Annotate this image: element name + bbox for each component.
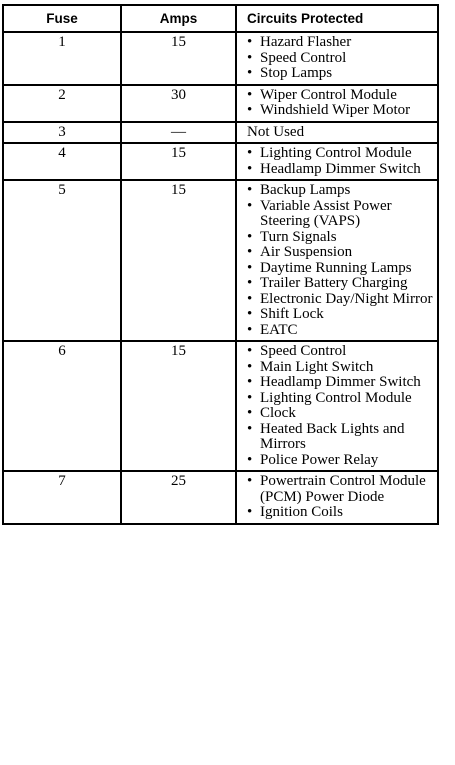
- bullet-icon: •: [247, 321, 253, 338]
- circuit-label: Speed Control: [260, 343, 347, 359]
- fuse-table-body: [3, 32, 438, 524]
- list-item: [247, 391, 437, 407]
- fuse-number: 5: [3, 180, 121, 341]
- bullet-icon: •: [247, 65, 253, 81]
- circuits-protected-cell: [236, 85, 438, 122]
- bullet-icon: •: [247, 389, 253, 406]
- circuit-label: Daytime Running Lamps: [260, 259, 412, 276]
- circuit-label: Air Suspension: [260, 244, 353, 260]
- circuit-list: [247, 88, 437, 119]
- list-item: [247, 103, 437, 119]
- circuit-list: [247, 183, 437, 338]
- circuit-label: Clock: [260, 405, 296, 421]
- circuit-note: Not Used: [247, 123, 305, 140]
- list-item: [247, 199, 437, 230]
- table-row: [3, 85, 438, 122]
- circuits-protected-cell: [236, 341, 438, 471]
- list-item: [247, 245, 437, 261]
- list-item: [247, 66, 437, 82]
- bullet-icon: •: [247, 405, 253, 421]
- header-circuits-protected: Circuits Protected: [236, 5, 438, 32]
- circuit-label: Powertrain Control Module (PCM) Power Diode: [260, 473, 426, 505]
- bullet-icon: •: [247, 49, 253, 66]
- bullet-icon: •: [247, 197, 253, 214]
- list-item: [247, 360, 437, 376]
- fuse-number: 2: [3, 85, 121, 122]
- list-item: [247, 453, 437, 469]
- list-item: [247, 292, 437, 308]
- circuit-label: Backup Lamps: [260, 182, 351, 198]
- circuit-label: Windshield Wiper Motor: [260, 102, 411, 118]
- bullet-icon: •: [247, 504, 253, 520]
- bullet-icon: •: [247, 182, 253, 198]
- list-item: [247, 261, 437, 277]
- fuse-number: 1: [3, 32, 121, 85]
- bullet-icon: •: [247, 259, 253, 276]
- fuse-amps: 15: [121, 143, 236, 180]
- circuits-protected-cell: [236, 143, 438, 180]
- circuit-list: [247, 474, 437, 521]
- list-item: [247, 505, 437, 521]
- circuits-protected-cell: [236, 471, 438, 524]
- bullet-icon: •: [247, 160, 253, 177]
- circuit-label: Shift Lock: [260, 306, 324, 322]
- circuit-label: Headlamp Dimmer Switch: [260, 160, 421, 177]
- bullet-icon: •: [247, 86, 253, 103]
- bullet-icon: •: [247, 275, 253, 291]
- circuit-label: Variable Assist Power Steering (VAPS): [260, 197, 392, 229]
- bullet-icon: •: [247, 290, 253, 307]
- circuit-label: Hazard Flasher: [260, 34, 352, 50]
- circuit-label: Electronic Day/Night Mirror: [260, 290, 433, 307]
- list-item: [247, 146, 437, 162]
- list-item: [247, 344, 437, 360]
- header-row: [3, 5, 438, 32]
- circuits-protected-cell: [236, 180, 438, 341]
- circuit-label: Lighting Control Module: [260, 389, 412, 406]
- bullet-icon: •: [247, 451, 253, 468]
- table-row: [3, 143, 438, 180]
- bullet-icon: •: [247, 306, 253, 322]
- fuse-amps: 25: [121, 471, 236, 524]
- circuit-list: [247, 35, 437, 82]
- fuse-table: [2, 4, 439, 525]
- circuit-list: [247, 146, 437, 177]
- fuse-amps: 15: [121, 180, 236, 341]
- fuse-number: 7: [3, 471, 121, 524]
- fuse-number: 4: [3, 143, 121, 180]
- header-fuse: Fuse: [3, 5, 121, 32]
- bullet-icon: •: [247, 473, 253, 489]
- list-item: [247, 35, 437, 51]
- circuit-label: Ignition Coils: [260, 504, 343, 520]
- list-item: [247, 375, 437, 391]
- list-item: [247, 88, 437, 104]
- circuit-label: Trailer Battery Charging: [260, 275, 408, 291]
- list-item: [247, 406, 437, 422]
- list-item: [247, 422, 437, 453]
- bullet-icon: •: [247, 34, 253, 50]
- circuit-label: Wiper Control Module: [260, 86, 397, 103]
- fuse-number: 6: [3, 341, 121, 471]
- fuse-amps: 15: [121, 32, 236, 85]
- list-item: [247, 183, 437, 199]
- bullet-icon: •: [247, 358, 253, 375]
- fuse-amps: 15: [121, 341, 236, 471]
- table-row: [3, 341, 438, 471]
- circuit-label: Main Light Switch: [260, 358, 374, 375]
- circuit-label: EATC: [260, 321, 298, 338]
- bullet-icon: •: [247, 374, 253, 390]
- fuse-amps: 30: [121, 85, 236, 122]
- circuit-label: Speed Control: [260, 49, 347, 66]
- table-row: [3, 32, 438, 85]
- fuse-number: 3: [3, 122, 121, 144]
- circuit-label: Police Power Relay: [260, 451, 379, 468]
- bullet-icon: •: [247, 343, 253, 359]
- circuit-label: Lighting Control Module: [260, 145, 412, 161]
- table-row: [3, 180, 438, 341]
- list-item: [247, 276, 437, 292]
- header-amps: Amps: [121, 5, 236, 32]
- list-item: [247, 307, 437, 323]
- bullet-icon: •: [247, 228, 253, 245]
- fuse-amps: —: [121, 122, 236, 144]
- list-item: [247, 51, 437, 67]
- list-item: [247, 323, 437, 339]
- table-row: [3, 122, 438, 144]
- bullet-icon: •: [247, 145, 253, 161]
- circuit-label: Turn Signals: [260, 228, 337, 245]
- circuit-label: Stop Lamps: [260, 65, 333, 81]
- circuit-label: Heated Back Lights and Mirrors: [260, 420, 405, 452]
- bullet-icon: •: [247, 102, 253, 118]
- circuit-label: Headlamp Dimmer Switch: [260, 374, 421, 390]
- bullet-icon: •: [247, 244, 253, 260]
- bullet-icon: •: [247, 420, 253, 437]
- table-row: [3, 471, 438, 524]
- list-item: [247, 230, 437, 246]
- list-item: [247, 474, 437, 505]
- circuits-protected-cell: [236, 122, 438, 144]
- list-item: [247, 162, 437, 178]
- circuit-list: [247, 344, 437, 468]
- circuits-protected-cell: [236, 32, 438, 85]
